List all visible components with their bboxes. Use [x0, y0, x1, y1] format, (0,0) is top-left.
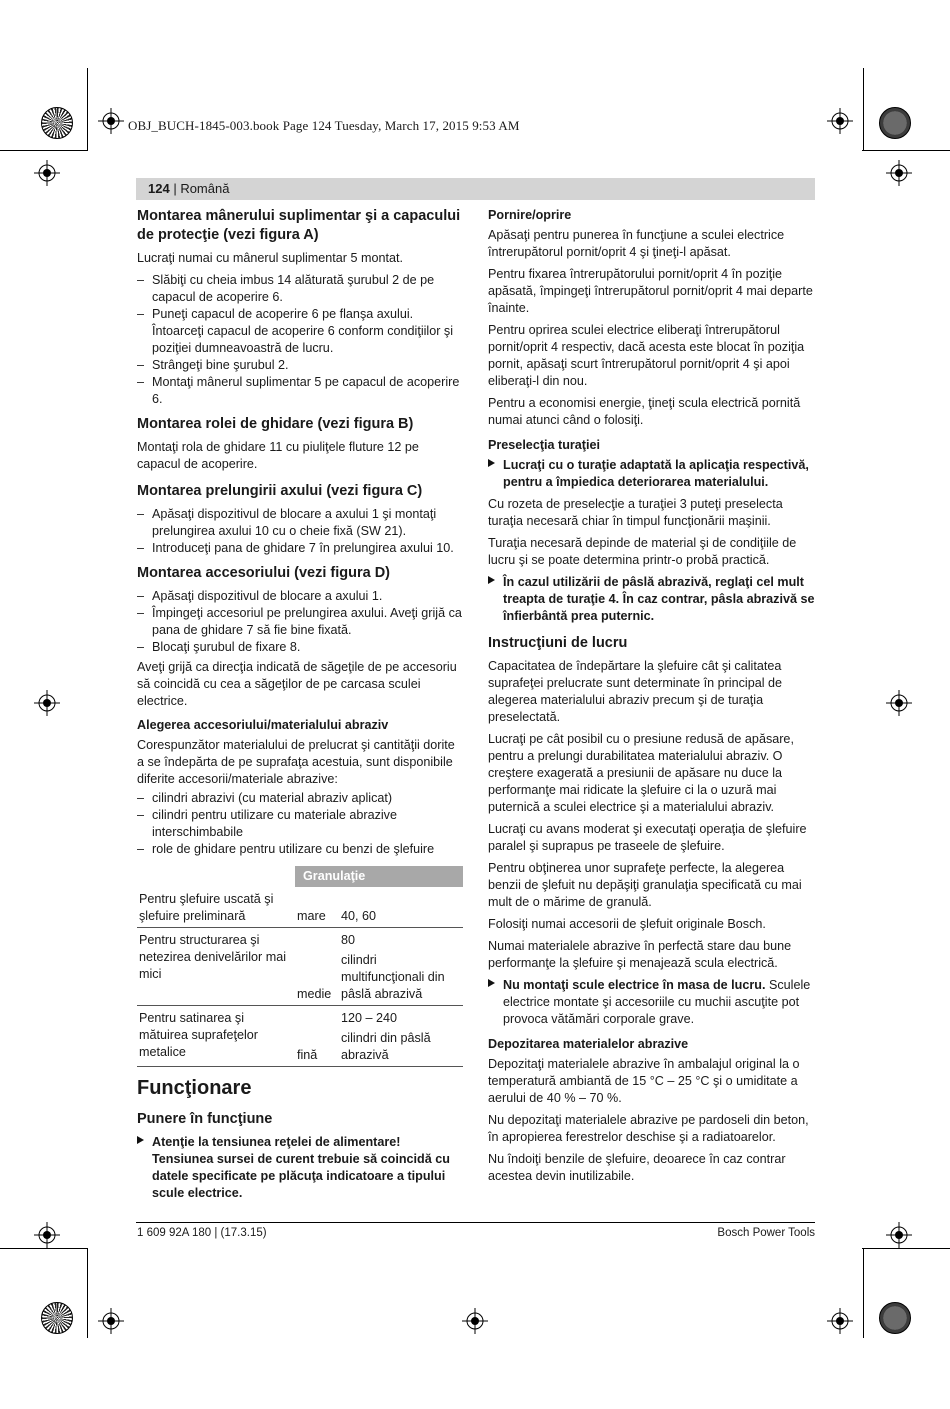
registration-target-icon — [98, 108, 124, 134]
footer-doc-number: 1 609 92A 180 | (17.3.15) — [137, 1227, 267, 1239]
paragraph: Pentru oprirea sculei electrice eliberaţi întrerupătorul pornit/oprit 4 respectiv, dacă acesta este blocat în poziţia pornit, apăsaţi scurt întrerupătorul pornit/oprit 4 şi apoi eliberaţi-l din nou. — [488, 323, 805, 388]
list-item: – Împingeţi accesoriul pe prelungirea axului. Aveţi grijă ca pana de ghidare 7 să fie bine fixată. — [137, 605, 463, 639]
paragraph: Cu rozeta de preselecţie a turaţiei 3 puteţi preselecta turaţia necesară chiar în timpul funcţionării maşinii. — [488, 497, 783, 528]
section-title: Montarea prelungirii axului (vezi figura C) — [137, 483, 423, 499]
warning-text: În cazul utilizării de pâslă abrazivă, reglaţi cel mult treapta de turaţie 4. În caz contrar, pâsla abrazivă se înfierbântă prea puternic. — [503, 575, 815, 623]
table-row — [137, 1006, 463, 1067]
paragraph: Pentru a economisi energie, ţineţi scula electrică pornită numai atunci când o folosiţi. — [488, 396, 801, 427]
arrow-bullet-icon — [488, 576, 495, 584]
page-header: 124 | Română — [148, 181, 230, 196]
list-item: – Puneţi capacul de acoperire 6 pe flanşa axului. Întoarceţi capacul de acoperire 6 conform condiţiilor şi poziţiei dumneavoastră de lucru. — [137, 306, 463, 357]
registration-wheel-icon — [879, 107, 911, 139]
registration-wheel-icon — [41, 107, 73, 139]
registration-target-icon — [886, 690, 912, 716]
registration-wheel-icon — [879, 1302, 911, 1334]
subsection-title: Depozitarea materialelor abrazive — [488, 1037, 689, 1051]
warning-text-bold: Nu montaţi scule electrice în masa de lucru. — [503, 978, 766, 992]
list-item: – cilindri abrazivi (cu material abraziv aplicat) — [137, 790, 463, 807]
arrow-bullet-icon — [488, 979, 495, 987]
file-info-line: OBJ_BUCH-1845-003.book Page 124 Tuesday, March 17, 2015 9:53 AM — [128, 118, 520, 133]
warning-item — [488, 457, 815, 491]
table-header: Granulaţie — [295, 866, 463, 887]
section-title: Instrucţiuni de lucru — [488, 635, 628, 651]
list-item: – Slăbiţi cu cheia imbus 14 alăturată şurubul 2 de pe capacul de acoperire 6. — [137, 272, 463, 306]
table-cell-use: Pentru satinarea şi mătuirea suprafeţelor metalice — [137, 1006, 295, 1067]
table-value: 120 – 240 — [341, 1011, 398, 1025]
footer-rule — [136, 1222, 815, 1223]
footer-brand: Bosch Power Tools — [717, 1227, 815, 1239]
paragraph: Lucraţi numai cu mânerul suplimentar 5 montat. — [137, 251, 403, 265]
registration-target-icon — [98, 1308, 124, 1334]
paragraph: Montaţi rola de ghidare 11 cu piuliţele fluture 12 pe capacul de acoperire. — [137, 440, 419, 471]
list-item: – Apăsaţi dispozitivul de blocare a axului 1 şi montaţi prelungirea axului 10 cu o cheie fixă (SW 21). — [137, 506, 463, 540]
paragraph: Aveţi grijă ca direcţia indicată de săgeţile de pe accesoriu să coincidă cu cea a săgeţilor de pe carcasa sculei electrice. — [137, 660, 457, 708]
arrow-bullet-icon — [488, 459, 495, 467]
grit-table — [137, 866, 463, 1067]
list-item: – Blocaţi şurubul de fixare 8. — [137, 639, 463, 656]
right-column — [488, 207, 815, 1190]
warning-item — [137, 1134, 463, 1202]
table-cell-grit: mare — [295, 887, 339, 928]
registration-target-icon — [886, 160, 912, 186]
warning-text: Sculele electrice montate şi accesoriile cu muchii ascuţite pot provoca vătămări corporale grave. — [503, 978, 811, 1026]
table-value: cilindri din pâslă abrazivă — [341, 1031, 431, 1062]
table-cell-value — [339, 887, 463, 928]
list-item: – role de ghidare pentru utilizare cu benzi de şlefuire — [137, 841, 463, 858]
list-item: – Strângeţi bine şurubul 2. — [137, 357, 463, 374]
list-item: – Apăsaţi dispozitivul de blocare a axului 1. — [137, 588, 463, 605]
table-cell-use: Pentru structurarea şi netezirea denivelărilor mai mici — [137, 928, 295, 1006]
table-cell-grit: fină — [295, 1006, 339, 1067]
paragraph: Nu îndoiţi benzile de şlefuire, deoarece în caz contrar acestea devin inutilizabile. — [488, 1152, 786, 1183]
section-title: Montarea mânerului suplimentar şi a capacului de protecţie (vezi figura A) — [137, 208, 461, 243]
arrow-bullet-icon — [137, 1136, 144, 1144]
paragraph: Folosiţi numai accesorii de şlefuit originale Bosch. — [488, 917, 766, 931]
registration-target-icon — [34, 160, 60, 186]
registration-target-icon — [827, 1308, 853, 1334]
paragraph: Pentru fixarea întrerupătorului pornit/oprit 4 în poziţie apăsată, împingeţi întrerupătorul pornit/oprit 4 mai departe înainte. — [488, 267, 813, 315]
registration-target-icon — [34, 1222, 60, 1248]
paragraph: Numai materialele abrazive în perfectă stare dau bune performanţe la şlefuire şi menajează scula electrică. — [488, 939, 792, 970]
subsection-title: Alegerea accesoriului/materialului abraziv — [137, 718, 389, 732]
dash-list — [137, 588, 463, 656]
paragraph: Turaţia necesară depinde de material şi de condiţiile de lucru şi se poate determina printr-o probă practică. — [488, 536, 797, 567]
warning-item — [488, 574, 815, 625]
registration-target-icon — [462, 1308, 488, 1334]
paragraph: Apăsaţi pentru punerea în funcţiune a sculei electrice întrerupătorul pornit/oprit 4 şi ţineţi-l apăsat. — [488, 228, 785, 259]
registration-wheel-icon — [41, 1302, 73, 1334]
warning-text: Atenţie la tensiunea reţelei de alimentare! Tensiunea sursei de curent trebuie să coincidă cu datele specificate pe plăcuţa indicatoare a tipului scule electrice. — [152, 1135, 450, 1200]
table-value: 40, 60 — [341, 909, 377, 923]
table-row — [137, 928, 463, 1006]
registration-target-icon — [886, 1222, 912, 1248]
section-title: Montarea accesoriului (vezi figura D) — [137, 565, 391, 581]
table-header-row — [137, 866, 463, 887]
table-value: 80 — [341, 933, 356, 947]
table-value: cilindri multifuncţionali din pâslă abrazivă — [341, 953, 445, 1001]
table-row — [137, 887, 463, 928]
list-item: – Introduceţi pana de ghidare 7 în prelungirea axului 10. — [137, 540, 463, 557]
paragraph: Capacitatea de îndepărtare la şlefuire cât şi calitatea suprafeţei prelucrate sunt determinate în principal de alegerea materialului abraziv precum şi de turaţia preselectată. — [488, 659, 783, 724]
section-title: Montarea rolei de ghidare (vezi figura B) — [137, 416, 414, 432]
registration-target-icon — [827, 108, 853, 134]
dash-list — [137, 790, 463, 858]
left-column — [137, 207, 463, 1207]
subsection-title: Pornire/oprire — [488, 208, 572, 222]
dash-list — [137, 272, 463, 408]
paragraph: Nu depozitaţi materialele abrazive pe pardoseli din beton, în apropierea ferestrelor deschise şi a radiatoarelor. — [488, 1113, 809, 1144]
dash-list — [137, 506, 463, 557]
list-item: – cilindri pentru utilizare cu materiale abrazive interschimbabile — [137, 807, 463, 841]
paragraph: Depozitaţi materialele abrazive în ambalajul original la o temperatură ambiantă de 15 °C – 25 °C şi o umiditate a aerului de 40 % – 70 %. — [488, 1057, 800, 1105]
table-cell-use: Pentru şlefuire uscată şi şlefuire preliminară — [137, 887, 295, 928]
page-number: 124 — [148, 181, 170, 196]
paragraph: Corespunzător materialului de prelucrat şi cantităţii dorite a se îndepărta de pe suprafaţa acestuia, sunt disponibile diferite accesorii/materiale abrazive: — [137, 738, 455, 786]
registration-target-icon — [34, 690, 60, 716]
table-cell-grit: medie — [295, 928, 339, 1006]
page-language: Română — [180, 181, 230, 196]
warning-item — [488, 977, 815, 1028]
subsection-title: Preselecţia turaţiei — [488, 438, 601, 452]
paragraph: Lucraţi pe cât posibil cu o presiune redusă de apăsare, pentru a prelungi durabilitatea materialului abraziv. O creştere exagerată a presiunii de apăsare nu duce la performanţe mai ridicate la şlefuire ci la o uzură mai puternică a sculei electrice şi a materialului abraziv. — [488, 732, 794, 814]
warning-text: Lucraţi cu o turaţie adaptată la aplicaţia respectivă, pentru a împiedica deteriorarea materialului. — [503, 458, 809, 489]
page-header-bar — [136, 178, 815, 200]
chapter-title: Funcţionare — [137, 1077, 252, 1099]
table-cell-value — [339, 1006, 463, 1067]
table-cell-value — [339, 928, 463, 1006]
list-item: – Montaţi mânerul suplimentar 5 pe capacul de acoperire 6. — [137, 374, 463, 408]
section-title: Punere în funcţiune — [137, 1111, 273, 1127]
paragraph: Lucraţi cu avans moderat şi executaţi operaţia de şlefuire paralel şi suprapus pe traseele de şlefuire. — [488, 822, 807, 853]
paragraph: Pentru obţinerea unor suprafeţe perfecte, la alegerea benzii de şlefuit nu depăşiţi granulaţia specificată cu mai mult de o mărime de granulă. — [488, 861, 802, 909]
